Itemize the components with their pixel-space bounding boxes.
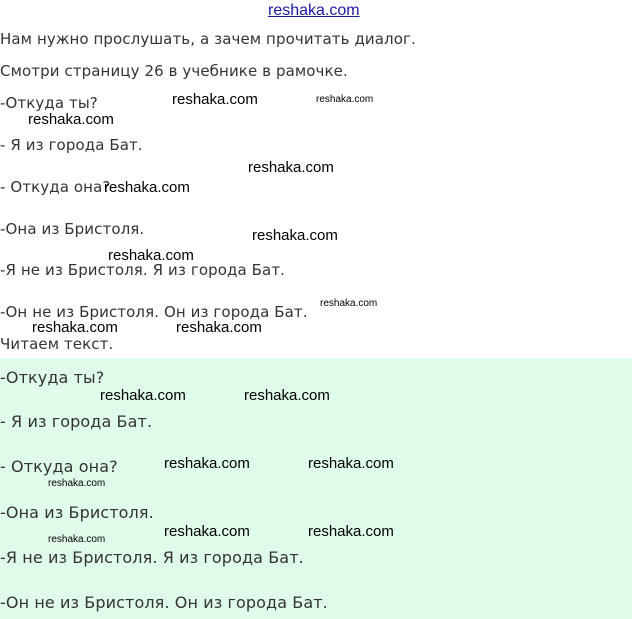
watermark: reshaka.com	[320, 298, 378, 309]
watermark: reshaka.com	[244, 387, 330, 404]
watermark: reshaka.com	[164, 523, 250, 540]
watermark: reshaka.com	[308, 455, 394, 472]
dialog-1-line-2: - Я из города Бат.	[0, 136, 143, 154]
watermark: reshaka.com	[32, 319, 118, 336]
watermark: reshaka.com	[252, 227, 338, 244]
dialog-1-line-1: -Откуда ты?	[0, 94, 98, 112]
watermark: reshaka.com	[164, 455, 250, 472]
intro-line-1: Нам нужно прослушать, а зачем прочитать диалог.	[0, 30, 416, 48]
watermark: reshaka.com	[308, 523, 394, 540]
intro-line-2: Смотри страницу 26 в учебнике в рамочке.	[0, 62, 348, 80]
dialog-2-line-6: -Он не из Бристоля. Он из города Бат.	[0, 593, 328, 612]
watermark: reshaka.com	[176, 319, 262, 336]
watermark: reshaka.com	[48, 478, 106, 489]
watermark: reshaka.com	[48, 534, 106, 545]
watermark: reshaka.com	[104, 179, 190, 196]
dialog-2-line-1: -Откуда ты?	[0, 368, 105, 387]
dialog-1-line-4: -Она из Бристоля.	[0, 220, 145, 238]
dialog-2-line-4: -Она из Бристоля.	[0, 503, 154, 522]
watermark: reshaka.com	[108, 247, 194, 264]
header-watermark-link[interactable]: reshaka.com	[268, 2, 360, 19]
watermark: reshaka.com	[248, 159, 334, 176]
dialog-1-line-3: - Откуда она?	[0, 178, 111, 196]
watermark: reshaka.com	[316, 94, 374, 105]
dialog-1-line-6: -Он не из Бристоля. Он из города Бат.	[0, 303, 308, 321]
watermark: reshaka.com	[28, 111, 114, 128]
watermark: reshaka.com	[172, 91, 258, 108]
dialog-1-line-5: -Я не из Бристоля. Я из города Бат.	[0, 261, 286, 279]
watermark: reshaka.com	[100, 387, 186, 404]
dialog-2-line-2: - Я из города Бат.	[0, 412, 153, 431]
read-heading: Читаем текст.	[0, 335, 114, 353]
dialog-2-line-3: - Откуда она?	[0, 457, 118, 476]
dialog-2-line-5: -Я не из Бристоля. Я из города Бат.	[0, 548, 304, 567]
